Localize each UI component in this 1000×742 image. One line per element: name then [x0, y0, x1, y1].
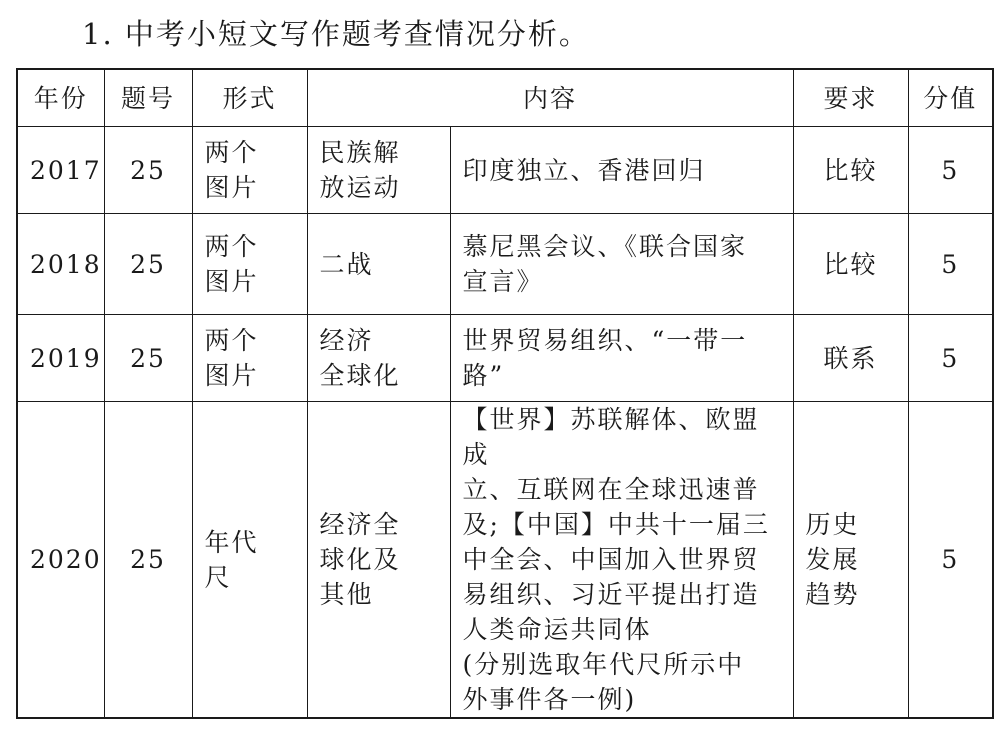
- cell-content-line: 易组织、习近平提出打造: [462, 580, 760, 609]
- cell-topic: [307, 402, 450, 719]
- header-content: 内容: [307, 69, 793, 127]
- cell-form-line: 两个: [204, 138, 259, 167]
- cell-topic: [307, 127, 450, 214]
- table-row: [17, 127, 993, 214]
- header-number: 题号: [104, 69, 192, 127]
- cell-year: 2019: [17, 315, 104, 402]
- header-score: 分值: [908, 69, 993, 127]
- cell-topic-line: 放运动: [319, 173, 401, 202]
- cell-score: 5: [908, 402, 993, 719]
- cell-topic-line: 经济: [319, 326, 374, 355]
- cell-content-line: 【世界】苏联解体、欧盟成: [462, 405, 760, 469]
- cell-form: [192, 127, 307, 214]
- cell-score: 5: [908, 214, 993, 315]
- exam-analysis-table: [16, 68, 994, 719]
- cell-requirement: [793, 402, 908, 719]
- table-row: [17, 315, 993, 402]
- cell-content-line: 外事件各一例): [462, 685, 637, 714]
- table-row: [17, 214, 993, 315]
- cell-topic-line: 全球化: [319, 361, 401, 390]
- cell-score: 5: [908, 127, 993, 214]
- cell-form-line: 两个: [204, 326, 259, 355]
- header-year: 年份: [17, 69, 104, 127]
- cell-content-line: 宣言》: [462, 267, 544, 296]
- cell-content-line: 中全会、中国加入世界贸: [462, 545, 760, 574]
- cell-content-line: 慕尼黑会议、《联合国家: [462, 232, 748, 261]
- cell-content: [450, 127, 793, 214]
- cell-topic-line: 球化及: [319, 545, 401, 574]
- cell-requirement-line: 历史: [805, 510, 860, 539]
- cell-form: [192, 402, 307, 719]
- table-header-row: [17, 69, 993, 127]
- cell-topic-line: 其他: [319, 580, 374, 609]
- cell-content-line: (分别选取年代尺所示中: [462, 650, 745, 679]
- cell-topic-line: 民族解: [319, 138, 401, 167]
- cell-content-line: 印度独立、香港回归: [462, 155, 706, 185]
- cell-year: 2020: [17, 402, 104, 719]
- page-title: 1. 中考小短文写作题考查情况分析。: [82, 17, 590, 51]
- cell-form: [192, 214, 307, 315]
- cell-topic-line: 经济全: [319, 510, 401, 539]
- cell-form-line: 两个: [204, 232, 259, 261]
- cell-content-line: 及;【中国】中共十一届三: [462, 510, 770, 539]
- cell-year: 2017: [17, 127, 104, 214]
- cell-requirement-line: 发展: [805, 545, 860, 574]
- cell-number: 25: [104, 402, 192, 719]
- cell-content: [450, 214, 793, 315]
- cell-requirement-line: 趋势: [805, 580, 860, 609]
- cell-topic: [307, 214, 450, 315]
- cell-content-line: 人类命运共同体: [462, 615, 652, 644]
- cell-form-line: 尺: [204, 562, 232, 592]
- cell-requirement-line: 比较: [823, 249, 878, 279]
- cell-requirement: [793, 315, 908, 402]
- cell-score: 5: [908, 315, 993, 402]
- cell-topic: [307, 315, 450, 402]
- cell-requirement-line: 联系: [823, 343, 878, 373]
- cell-number: 25: [104, 127, 192, 214]
- table-row: [17, 402, 993, 719]
- header-form: 形式: [192, 69, 307, 127]
- cell-number: 25: [104, 315, 192, 402]
- cell-form: [192, 315, 307, 402]
- cell-content: [450, 402, 793, 719]
- cell-form-line: 年代: [204, 527, 259, 557]
- cell-number: 25: [104, 214, 192, 315]
- cell-form-line: 图片: [204, 361, 259, 390]
- cell-content-line: 世界贸易组织、“一带一: [462, 326, 748, 355]
- cell-topic-line: 二战: [319, 249, 374, 279]
- cell-requirement-line: 比较: [823, 155, 878, 185]
- cell-requirement: [793, 214, 908, 315]
- cell-form-line: 图片: [204, 267, 259, 296]
- cell-content: [450, 315, 793, 402]
- cell-requirement: [793, 127, 908, 214]
- header-requirement: 要求: [793, 69, 908, 127]
- cell-content-line: 立、互联网在全球迅速普: [462, 475, 760, 504]
- cell-year: 2018: [17, 214, 104, 315]
- cell-form-line: 图片: [204, 173, 259, 202]
- cell-content-line: 路”: [462, 361, 505, 390]
